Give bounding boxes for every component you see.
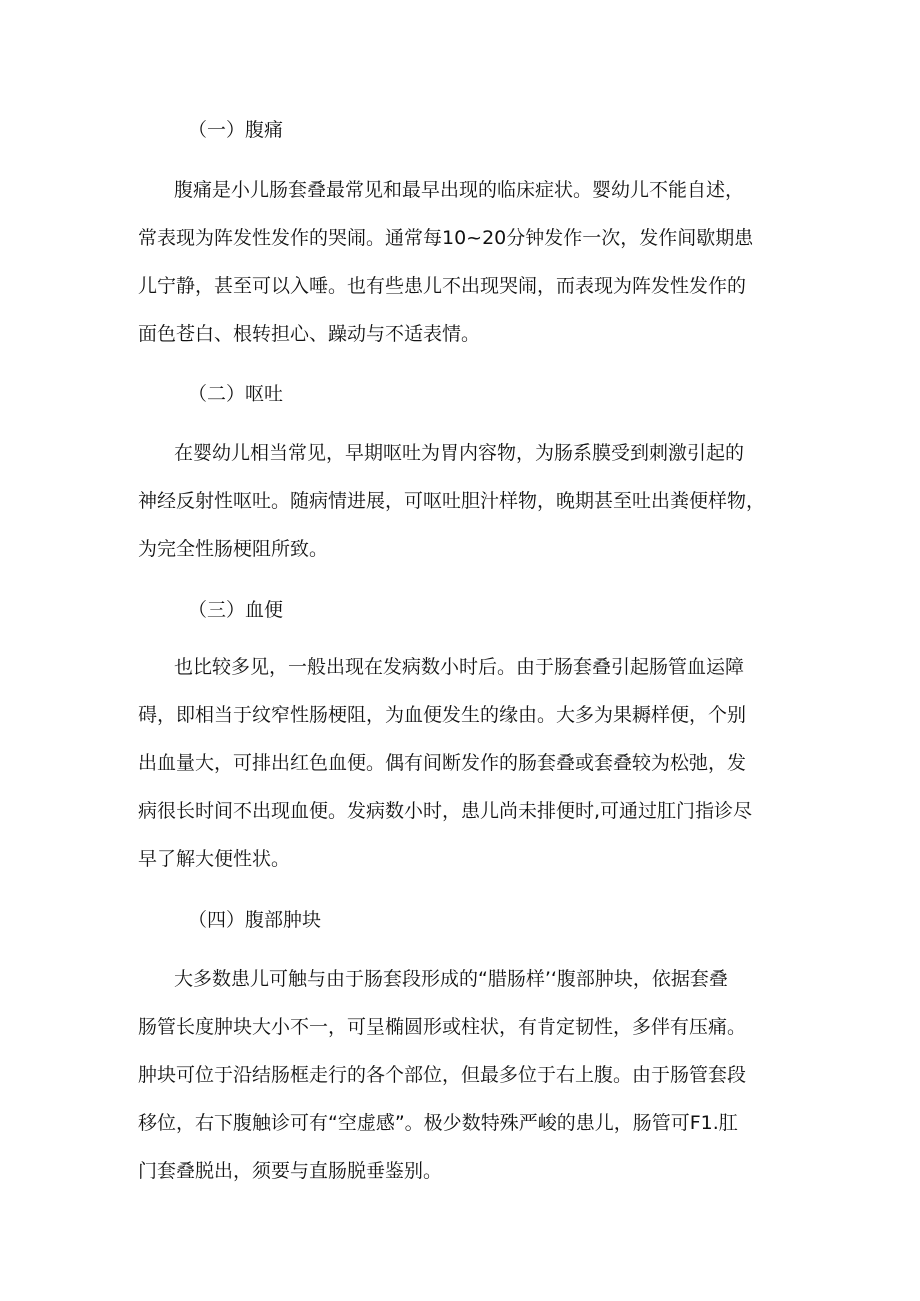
paragraph-line: 碍，即相当于纹窄性肠梗阻，为血便发生的缘由。大多为果耨样便，个别 bbox=[138, 704, 747, 726]
paragraph-abdominal-mass bbox=[138, 955, 798, 1195]
paragraph-line: 为完全性肠梗阻所致。 bbox=[138, 538, 329, 560]
paragraph-line: 出血量大，可排出红色血便。偶有间断发作的肠套叠或套叠较为松弛，发 bbox=[138, 752, 747, 774]
paragraph-line: 移位，右下腹触诊可有“空虚感”。极少数特殊严峻的患儿，肠管可F1.肛 bbox=[138, 1112, 738, 1134]
paragraph-bloody-stool bbox=[138, 643, 798, 883]
paragraph-line: 常表现为阵发性发作的哭闹。通常每10~20分钟发作一次，发作间歇期患 bbox=[138, 227, 754, 249]
paragraph-vomiting bbox=[138, 429, 798, 573]
paragraph-line: 也比较多见，一般出现在发病数小时后。由于肠套叠引起肠管血运障 bbox=[174, 656, 745, 678]
section-heading-abdominal-pain: （一）腹痛 bbox=[188, 119, 284, 141]
paragraph-line: 病很长时间不出现血便。发病数小时，患儿尚未排便时,可通过肛门指诊尽 bbox=[138, 800, 753, 822]
paragraph-line: 腹痛是小儿肠套叠最常见和最早出现的临床症状。婴幼儿不能自述， bbox=[174, 179, 745, 201]
paragraph-line: 大多数患儿可触与由于肠套段形成的“腊肠样’‘腹部肿块，依据套叠 bbox=[174, 968, 728, 990]
section-heading-bloody-stool: （三）血便 bbox=[188, 599, 284, 621]
paragraph-line: 儿宁静，甚至可以入唾。也有些患儿不出现哭闹，而表现为阵发性发作的 bbox=[138, 275, 747, 297]
paragraph-line: 神经反射性呕吐。随病情进展，可呕吐胆汁样物，晚期甚至吐出粪便样物， bbox=[138, 490, 766, 512]
section-heading-vomiting: （二）呕吐 bbox=[188, 383, 284, 405]
paragraph-abdominal-pain bbox=[138, 166, 798, 358]
paragraph-line: 在婴幼儿相当常见，早期呕吐为胃内容物，为肠系膜受到刺激引起的 bbox=[174, 442, 745, 464]
paragraph-line: 肠管长度肿块大小不一，可呈椭圆形或柱状，有肯定韧性，多伴有压痛。 bbox=[138, 1016, 747, 1038]
paragraph-line: 面色苍白、根转担心、躁动与不适表情。 bbox=[138, 323, 481, 345]
section-heading-abdominal-mass: （四）腹部肿块 bbox=[188, 909, 322, 931]
paragraph-line: 肿块可位于沿结肠框走行的各个部位，但最多位于右上腹。由于肠管套段 bbox=[138, 1064, 747, 1086]
paragraph-line: 门套叠脱出，须要与直肠脱垂鉴别。 bbox=[138, 1160, 443, 1182]
paragraph-line: 早了解大便性状。 bbox=[138, 848, 291, 870]
